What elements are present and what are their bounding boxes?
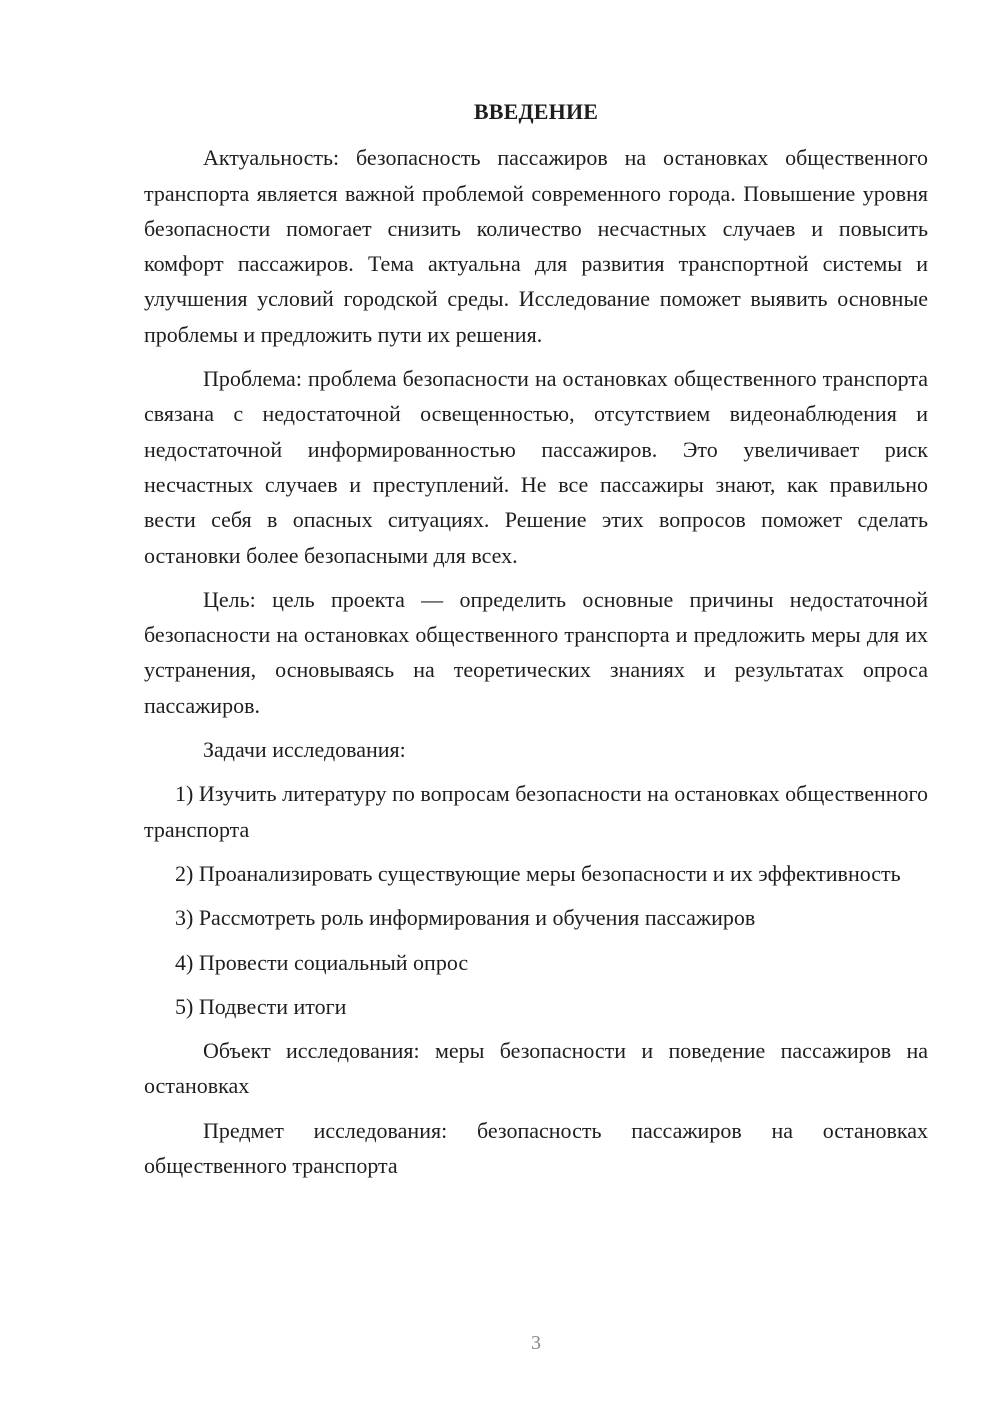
subject-paragraph: Предмет исследования: безопасность пассажиров на остановках общественного транспорта [144, 1117, 928, 1179]
object-paragraph: Объект исследования: меры безопасности и поведение пассажиров на остановках [144, 1038, 928, 1099]
problem-paragraph: Проблема: проблема безопасности на остановках общественного транспорта связана с недостаточной освещенностью, отсутствием видеонаблюдения и недостаточной информированностью пассажиров. Это увеличивает риск несчастных случаев и преступлений. Не все пассажиры знают, как правильно вести себя в опасных ситуациях. Решение этих вопросов поможет сделать остановки более безопасными для всех. [144, 366, 928, 568]
goal-paragraph: Цель: цель проекта — определить основные причины недостаточной безопасности на остановках общественного транспорта и предложить меры для их устранения, основываясь на теоретических знаниях и результатах опроса пассажиров. [144, 586, 928, 718]
task-item: 2) Проанализировать существующие меры безопасности и их эффективность [175, 860, 901, 886]
tasks-heading: Задачи исследования: [203, 737, 406, 763]
task-item: 5) Подвести итоги [175, 993, 347, 1019]
section-title: ВВЕДЕНИЕ [473, 99, 599, 124]
document-body [144, 94, 928, 1192]
task-item: 4) Провести социальный опрос [175, 949, 469, 975]
relevance-paragraph: Актуальность: безопасность пассажиров на остановках общественного транспорта является важной проблемой современного города. Повышение уровня безопасности помогает снизить количество несчастных случаев и повысить комфорт пассажиров. Тема актуальна для развития транспортной системы и улучшения условий городской среды. Исследование поможет выявить основные проблемы и предложить пути их решения. [144, 145, 928, 347]
task-item: 1) Изучить литературу по вопросам безопасности на остановках общественного транспорта [144, 781, 928, 842]
page-number: 3 [531, 1332, 541, 1354]
task-item: 3) Рассмотреть роль информирования и обучения пассажиров [175, 905, 756, 931]
